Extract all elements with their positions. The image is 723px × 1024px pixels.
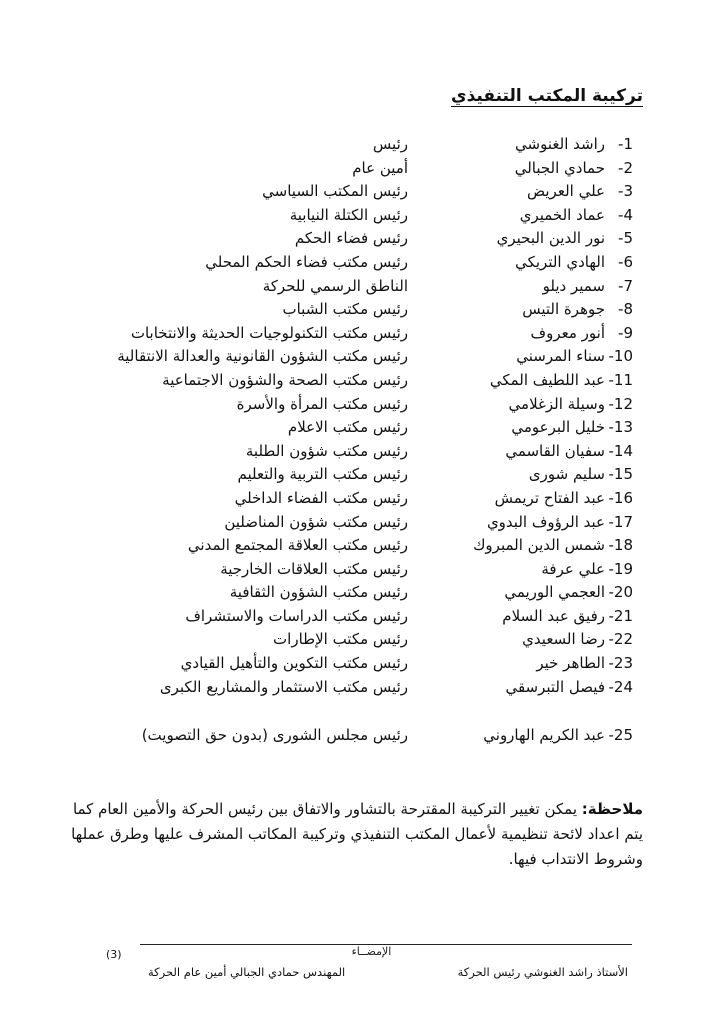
page-number: (3): [106, 948, 122, 961]
member-role: رئيس فضاء الحكم: [294, 229, 408, 248]
member-row: [73, 652, 633, 676]
member-name: راشد الغنوشي: [515, 135, 605, 153]
member-number: 10-: [608, 347, 633, 366]
member-row: [73, 605, 633, 629]
member-role: رئيس مكتب الفضاء الداخلي: [234, 488, 408, 507]
member-name: حمادي الجبالي: [514, 158, 605, 177]
member-row: [73, 676, 633, 700]
member-name: جوهرة التيس: [522, 300, 605, 319]
member-row: [73, 724, 633, 748]
member-number: 18-: [608, 536, 633, 555]
member-row: [73, 558, 633, 582]
member-name: رفيق عبد السلام: [502, 606, 605, 625]
member-name: سليم شورى: [528, 465, 605, 484]
member-role: رئيس مكتب الاعلام: [287, 418, 408, 437]
member-role: أمين عام: [352, 158, 408, 177]
member-name: فيصل التبرسقي: [505, 677, 605, 696]
member-role: رئيس: [372, 135, 408, 153]
member-role: رئيس مكتب التكوين والتأهيل القيادي: [180, 654, 408, 673]
member-name: رضا السعيدي: [522, 630, 605, 649]
member-number: 23-: [608, 654, 633, 673]
member-name: نور الدين البحيري: [496, 229, 605, 248]
member-role: رئيس مكتب التكنولوجيات الحديثة والانتخابات: [130, 323, 408, 342]
member-number: 25-: [608, 726, 633, 745]
member-role: رئيس مكتب الشؤون القانونية والعدالة الانتقالية: [117, 347, 408, 366]
member-number: 24-: [608, 677, 633, 696]
member-role: رئيس مكتب شؤون المناضلين: [224, 512, 408, 531]
member-row: [73, 416, 633, 440]
signature-label: الإمضــاء: [351, 945, 392, 958]
member-number: 11-: [608, 370, 633, 389]
member-name: عبد الكريم الهاروني: [483, 726, 605, 745]
member-number: 9-: [618, 323, 633, 342]
member-name: عماد الخميري: [519, 205, 605, 224]
member-name: أنور معروف: [530, 323, 605, 342]
member-number: 6-: [618, 252, 633, 271]
member-row: [73, 298, 633, 322]
member-number: 5-: [618, 229, 633, 248]
member-name: سفيان القاسمي: [505, 441, 605, 460]
member-row: [73, 157, 633, 181]
member-row: [73, 251, 633, 275]
member-role: رئيس مكتب العلاقات الخارجية: [220, 559, 408, 578]
member-number: 4-: [618, 205, 633, 224]
member-role: رئيس مكتب الشؤون الثقافية: [229, 583, 408, 602]
signature-left: المهندس حمادي الجبالي أمين عام الحركة: [148, 965, 346, 979]
member-row: [73, 534, 633, 558]
member-role: رئيس مكتب العلاقة المجتمع المدني: [187, 536, 408, 555]
member-name: الهادي التريكي: [515, 252, 605, 271]
member-row: [73, 487, 633, 511]
member-row: [73, 322, 633, 346]
member-row: [73, 628, 633, 652]
member-number: 19-: [608, 559, 633, 578]
member-row: [73, 511, 633, 535]
member-name: سناء المرسني: [516, 347, 605, 366]
note-text: يمكن تغيير التركيبة المقترحة بالتشاور والاتفاق بين رئيس الحركة والأمين العام كما يتم اعداد لائحة تنظيمية لأعمال المكتب التنفيذي وتركيبة المكاتب المشرف عليها وطرق عملها وشروط الانتداب فيها.: [71, 800, 643, 868]
member-number: 8-: [618, 300, 633, 319]
member-name: علي العريض: [527, 182, 605, 201]
member-role: رئيس مكتب فضاء الحكم المحلي: [205, 252, 408, 271]
member-row: [73, 133, 633, 157]
member-name: الطاهر خير: [536, 654, 605, 673]
member-row: [73, 345, 633, 369]
member-row: [73, 227, 633, 251]
member-number: 7-: [618, 276, 633, 295]
member-number: 17-: [608, 512, 633, 531]
member-row: [73, 275, 633, 299]
member-name: العجمي الوريمي: [504, 583, 605, 602]
member-role: رئيس مكتب المرأة والأسرة: [236, 394, 408, 413]
member-role: رئيس مكتب الدراسات والاستشراف: [185, 606, 408, 625]
member-name: علي عرفة: [541, 559, 605, 578]
member-role: رئيس مكتب الشباب: [282, 300, 408, 319]
member-row: [73, 440, 633, 464]
member-row: [73, 369, 633, 393]
members-list: [73, 133, 633, 748]
member-number: 16-: [608, 488, 633, 507]
member-name: عبد الفتاح تريمش: [494, 488, 605, 507]
member-row: [73, 393, 633, 417]
member-number: 13-: [608, 418, 633, 437]
member-role: رئيس مكتب شؤون الطلبة: [245, 441, 408, 460]
member-number: 15-: [608, 465, 633, 484]
member-number: 1-: [618, 135, 633, 153]
note-label: ملاحظة:: [581, 800, 643, 818]
member-name: شمس الدين المبروك: [473, 536, 605, 555]
member-row: [73, 463, 633, 487]
member-row: [73, 581, 633, 605]
member-role: رئيس مكتب الإطارات: [273, 630, 408, 649]
member-number: 3-: [618, 182, 633, 201]
member-number: 14-: [608, 441, 633, 460]
signature-right: الأستاذ راشد الغنوشي رئيس الحركة: [457, 965, 628, 979]
member-name: عبد اللطيف المكي: [489, 370, 605, 389]
member-role: رئيس الكتلة النيابية: [289, 205, 408, 224]
member-number: 21-: [608, 606, 633, 625]
member-number: 2-: [618, 158, 633, 177]
member-number: 22-: [608, 630, 633, 649]
document-title: تركيبة المكتب التنفيذي: [451, 86, 643, 106]
member-role: رئيس مجلس الشورى (بدون حق التصويت): [141, 726, 408, 745]
member-name: سمير ديلو: [542, 276, 605, 295]
note-paragraph: [68, 797, 643, 872]
member-number: 20-: [608, 583, 633, 602]
member-number: 12-: [608, 394, 633, 413]
member-role: رئيس مكتب الصحة والشؤون الاجتماعية: [162, 370, 408, 389]
member-role: رئيس مكتب التربية والتعليم: [237, 465, 408, 484]
member-name: وسيلة الزغلامي: [508, 394, 605, 413]
member-row: [73, 204, 633, 228]
member-role: رئيس المكتب السياسي: [262, 182, 408, 201]
member-name: عبد الرؤوف البدوي: [486, 512, 605, 531]
member-role: الناطق الرسمي للحركة: [262, 276, 408, 295]
member-role: رئيس مكتب الاستثمار والمشاريع الكبرى: [159, 677, 408, 696]
member-name: خليل البرعومي: [511, 418, 605, 437]
member-row: [73, 180, 633, 204]
